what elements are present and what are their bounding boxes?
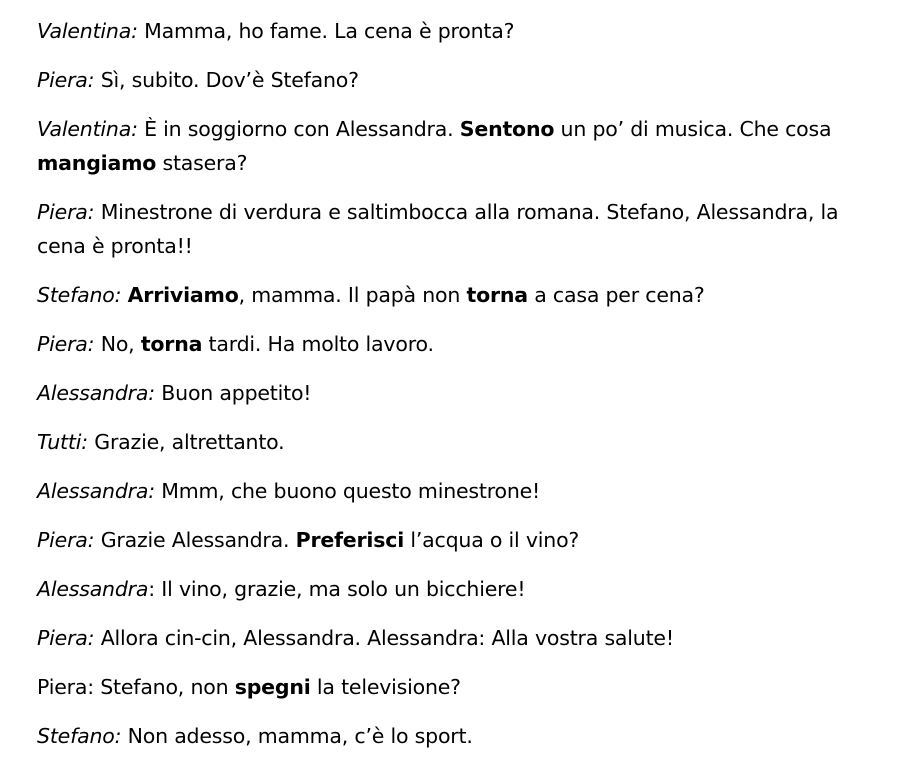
dialogue-line: [37, 425, 867, 459]
speaker-name: Valentina:: [37, 19, 138, 43]
dialogue-line: [37, 376, 867, 410]
line-text: Non adesso, mamma, c’è lo sport.: [121, 724, 473, 748]
dialogue-line: [37, 572, 867, 606]
highlighted-verb: mangiamo: [37, 151, 157, 175]
dialogue-line: [37, 474, 867, 508]
dialogue-line: [37, 523, 867, 557]
line-text: Buon appetito!: [154, 381, 312, 405]
speaker-name: Piera:: [37, 332, 95, 356]
line-text: la televisione?: [310, 675, 461, 699]
speaker-name: Alessandra:: [37, 479, 155, 503]
dialogue-line: [37, 327, 867, 361]
speaker-name: Piera:: [37, 528, 95, 552]
highlighted-verb: Sentono: [459, 117, 555, 141]
line-text: Minestrone di verdura e saltimbocca alla romana. Stefano, Alessandra, la cena è pronta!!: [37, 200, 839, 258]
speaker-name: Stefano:: [37, 724, 122, 748]
line-text: a casa per cena?: [527, 283, 705, 307]
speaker-name: Tutti:: [37, 430, 88, 454]
dialogue-line: [37, 112, 867, 180]
dialogue-line: [37, 195, 867, 263]
dialogue-line: [37, 670, 867, 704]
dialogue-line: [37, 719, 867, 753]
line-text: Allora cin-cin, Alessandra. Alessandra: Alla vostra salute!: [94, 626, 674, 650]
line-text: : Il vino, grazie, ma solo un bicchiere!: [148, 577, 526, 601]
dialogue-line: [37, 63, 867, 97]
speaker-name: Alessandra: [37, 577, 149, 601]
line-text: Sì, subito. Dov’è Stefano?: [94, 68, 359, 92]
highlighted-verb: Arriviamo: [127, 283, 239, 307]
line-text: È in soggiorno con Alessandra.: [137, 117, 460, 141]
line-text: Grazie, altrettanto.: [87, 430, 285, 454]
highlighted-verb: torna: [466, 283, 528, 307]
speaker-name: Alessandra:: [37, 381, 155, 405]
dialogue-line: [37, 278, 867, 312]
speaker-name: Valentina:: [37, 117, 138, 141]
line-text: Mmm, che buono questo minestrone!: [154, 479, 541, 503]
line-text: No,: [94, 332, 141, 356]
line-text: Grazie Alessandra.: [94, 528, 296, 552]
speaker-name: Stefano:: [37, 283, 122, 307]
highlighted-verb: torna: [140, 332, 203, 356]
line-text: Mamma, ho fame. La cena è pronta?: [137, 19, 515, 43]
speaker-name: Piera:: [37, 626, 95, 650]
dialogue-line: [37, 14, 867, 48]
highlighted-verb: spegni: [234, 675, 311, 699]
line-text: , mamma. Il papà non: [238, 283, 467, 307]
highlighted-verb: Preferisci: [295, 528, 405, 552]
dialogue-line: [37, 621, 867, 655]
line-text: un po’ di musica. Che cosa: [554, 117, 832, 141]
line-text: l’acqua o il vino?: [404, 528, 580, 552]
line-text: Piera: Stefano, non: [37, 675, 235, 699]
line-text: stasera?: [156, 151, 248, 175]
speaker-name: Piera:: [37, 68, 95, 92]
speaker-name: Piera:: [37, 200, 95, 224]
line-text: tardi. Ha molto lavoro.: [202, 332, 434, 356]
